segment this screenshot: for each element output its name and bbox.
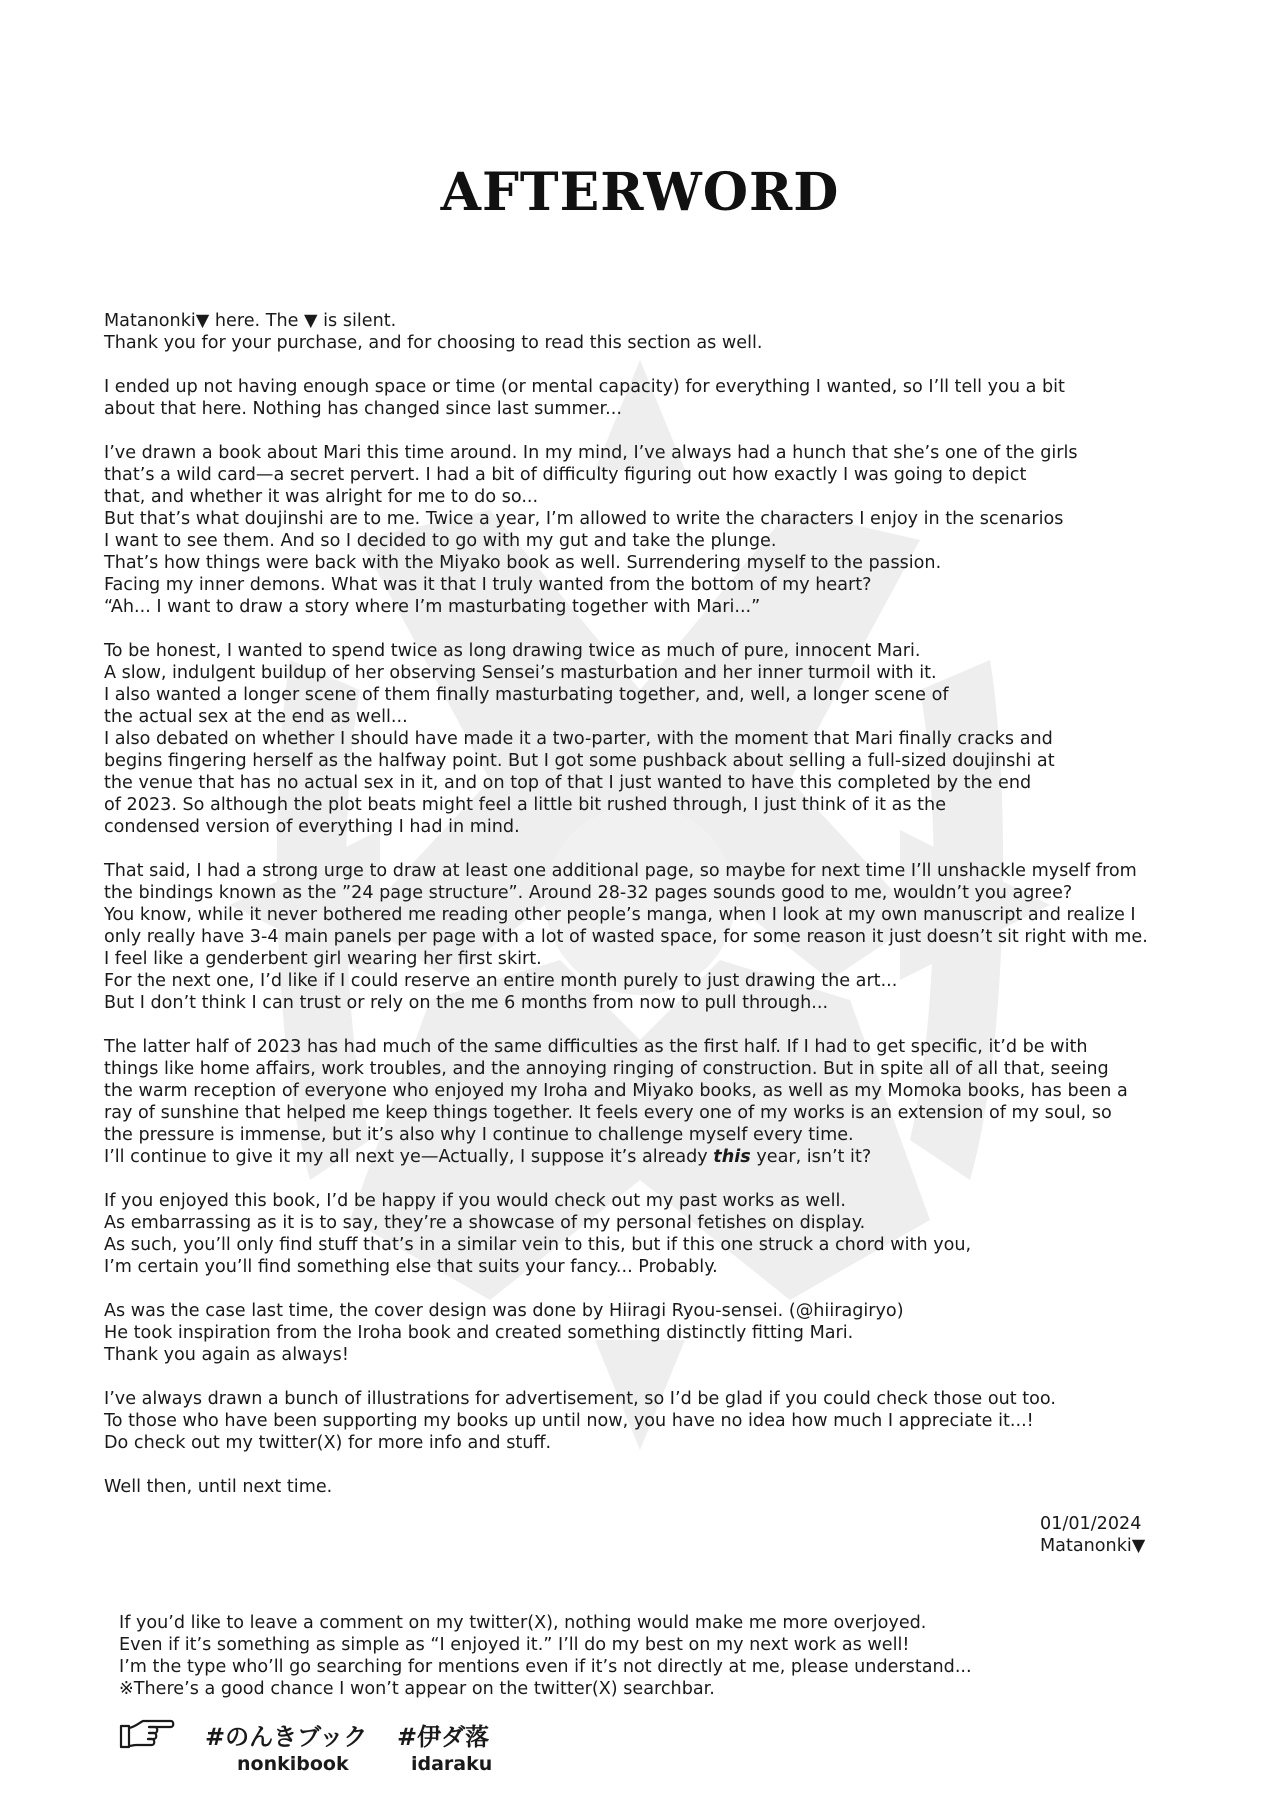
text-line: As embarrassing as it is to say, they’re a showcase of my personal fetishes on display. [104,1213,866,1233]
emphasis-before: I’ll continue to give it my all next ye—Actually, I suppose it’s already [104,1147,714,1167]
signature-name: Matanonki▼ [1040,1536,1146,1556]
paragraph-pages [104,860,1229,1014]
paragraph-2023 [104,1036,1229,1168]
text-line: But I don’t think I can trust or rely on the me 6 months from now to pull through... [104,993,829,1013]
paragraph-mari [104,442,1229,618]
text-line: Well then, until next time. [104,1477,333,1497]
text-line: only really have 3-4 main panels per page with a lot of wasted space, for some reason it just doesn’t sit right with me. [104,927,1148,947]
signature-block [1040,1513,1145,1557]
text-line: the bindings known as the ”24 page structure”. Around 28-32 pages sounds good to me, wouldn’t you agree? [104,883,1073,903]
text-line: that, and whether it was alright for me to do so... [104,487,539,507]
paragraph-past-works [104,1190,1229,1278]
text-line: He took inspiration from the Iroha book and created something distinctly fitting Mari. [104,1323,854,1343]
text-line: If you’d like to leave a comment on my twitter(X), nothing would make me more overjoyed. [119,1613,927,1633]
text-line: that’s a wild card—a secret pervert. I had a bit of difficulty figuring out how exactly I was going to depict [104,465,1027,485]
text-line: Do check out my twitter(X) for more info and stuff. [104,1433,552,1453]
text-line: condensed version of everything I had in mind. [104,817,520,837]
text-line: of 2023. So although the plot beats might feel a little bit rushed through, I just think of it as the [104,795,947,815]
afterword-body [104,310,1229,1520]
emphasis-after: year, isn’t it? [750,1147,872,1167]
text-line: I’ve drawn a book about Mari this time around. In my mind, I’ve always had a hunch that she’s one of the girls [104,443,1078,463]
text-line: Facing my inner demons. What was it that I truly wanted from the bottom of my heart? [104,575,872,595]
text-line: Thank you again as always! [104,1345,349,1365]
text-line: As was the case last time, the cover design was done by Hiiragi Ryou-sensei. (@hiiragiryo) [104,1301,904,1321]
text-line: The latter half of 2023 has had much of the same difficulties as the first half. If I had to get specific, it’d be with [104,1037,1088,1057]
hashtag-label-idaraku: idaraku [411,1753,493,1775]
text-line: about that here. Nothing has changed since last summer... [104,399,622,419]
signature-date: 01/01/2024 [1040,1514,1142,1534]
page-title: AFTERWORD [440,162,840,223]
pointing-hand-icon [119,1717,175,1751]
text-line: That said, I had a strong urge to draw at least one additional page, so maybe for next time I’ll unshackle myself from [104,861,1137,881]
text-line: I also wanted a longer scene of them finally masturbating together, and, well, a longer scene of [104,685,949,705]
emphasis-word: this [713,1147,751,1167]
emphasis-line [104,1146,1229,1168]
hashtag-row [119,1717,539,1777]
paragraph-space [104,376,1229,420]
text-line: begins fingering herself as the halfway point. But I got some pushback about selling a full-sized doujinshi at [104,751,1055,771]
paragraph-cover [104,1300,1229,1366]
text-line: I’m the type who’ll go searching for mentions even if it’s not directly at me, please understand... [119,1657,972,1677]
text-line: A slow, indulgent buildup of her observing Sensei’s masturbation and her inner turmoil with it. [104,663,937,683]
hashtag-idaraku[interactable]: #伊ダ落 [397,1723,490,1751]
text-line: ※There’s a good chance I won’t appear on the twitter(X) searchbar. [119,1679,715,1699]
hashtag-nonkibook[interactable]: #のんきブック [205,1723,368,1751]
text-line: Even if it’s something as simple as “I enjoyed it.” I’ll do my best on my next work as well! [119,1635,910,1655]
text-line: the warm reception of everyone who enjoyed my Iroha and Miyako books, as well as my Momoka books, has been a [104,1081,1128,1101]
text-line: the venue that has no actual sex in it, and on top of that I just wanted to have this completed by the end [104,773,1032,793]
text-line: To be honest, I wanted to spend twice as long drawing twice as much of pure, innocent Mari. [104,641,921,661]
text-line: I want to see them. And so I decided to go with my gut and take the plunge. [104,531,777,551]
text-line: I’m certain you’ll find something else that suits your fancy... Probably. [104,1257,718,1277]
text-line: the pressure is immense, but it’s also why I continue to challenge myself every time. [104,1125,854,1145]
text-line: “Ah... I want to draw a story where I’m masturbating together with Mari...” [104,597,761,617]
text-line: I also debated on whether I should have made it a two-parter, with the moment that Mari finally cracks and [104,729,1053,749]
paragraph-illustrations [104,1388,1229,1454]
text-line: Matanonki▼ here. The ▼ is silent. [104,311,397,331]
text-line: I ended up not having enough space or time (or mental capacity) for everything I wanted, so I’ll tell you a bit [104,377,1065,397]
text-line: I feel like a genderbent girl wearing her first skirt. [104,949,542,969]
text-line: To those who have been supporting my books up until now, you have no idea how much I appreciate it...! [104,1411,1034,1431]
text-line: ray of sunshine that helped me keep things together. It feels every one of my works is an extension of my soul, so [104,1103,1112,1123]
comment-note [119,1612,972,1700]
text-line: Thank you for your purchase, and for choosing to read this section as well. [104,333,763,353]
text-line: things like home affairs, work troubles, and the annoying ringing of construction. But in spite all of all that, seeing [104,1059,1109,1079]
text-line: You know, while it never bothered me reading other people’s manga, when I look at my own manuscript and realize I [104,905,1136,925]
text-line: As such, you’ll only find stuff that’s in a similar vein to this, but if this one struck a chord with you, [104,1235,972,1255]
text-line: If you enjoyed this book, I’d be happy if you would check out my past works as well. [104,1191,846,1211]
text-line: For the next one, I’d like if I could reserve an entire month purely to just drawing the art... [104,971,898,991]
paragraph-honest [104,640,1229,838]
paragraph-farewell [104,1476,1229,1498]
text-line: I’ve always drawn a bunch of illustrations for advertisement, so I’d be glad if you could check those out too. [104,1389,1056,1409]
hashtag-label-nonkibook: nonkibook [237,1753,349,1775]
text-line: the actual sex at the end as well... [104,707,408,727]
paragraph-intro [104,310,1229,354]
text-line: That’s how things were back with the Miyako book as well. Surrendering myself to the passion. [104,553,942,573]
text-line: But that’s what doujinshi are to me. Twice a year, I’m allowed to write the characters I enjoy in the scenarios [104,509,1064,529]
